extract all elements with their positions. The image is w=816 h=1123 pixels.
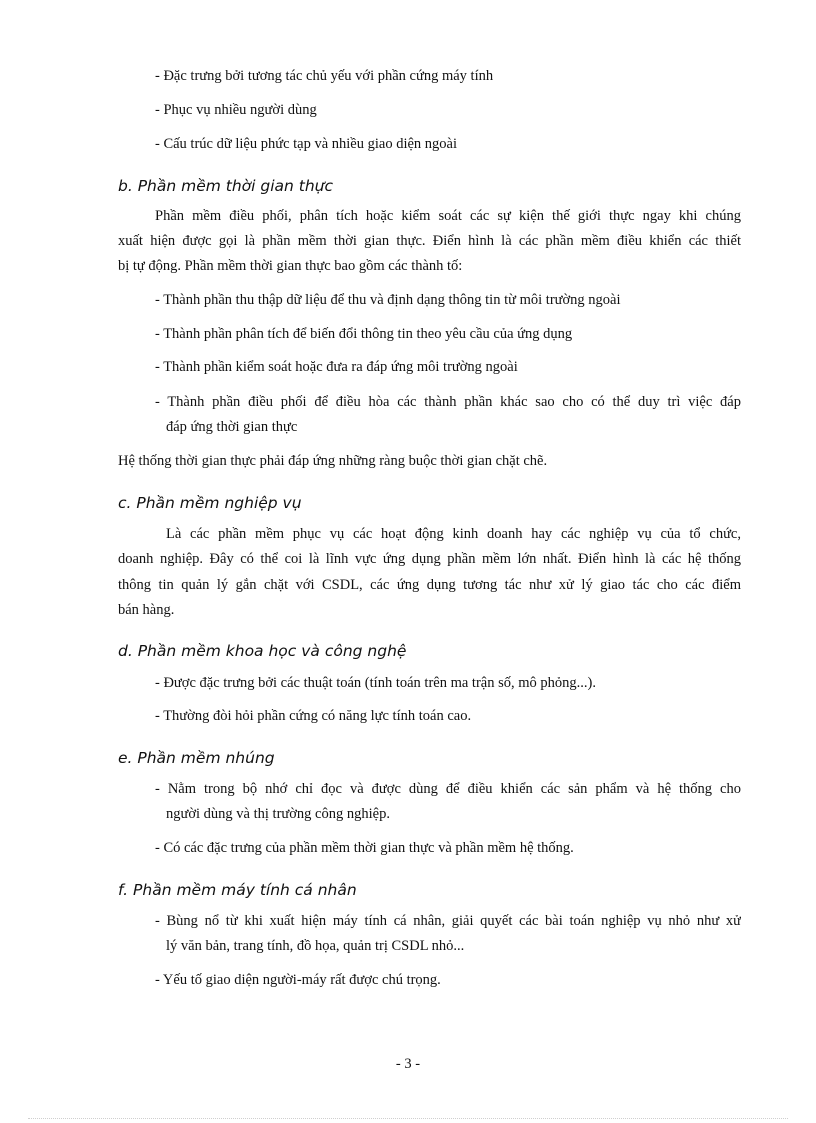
list-item: - Phục vụ nhiều người dùng [155,102,317,118]
list-item-continuation: người dùng và thị trường công nghiệp. [166,806,390,822]
paragraph-line: Phần mềm điều phối, phân tích hoặc kiểm soát các sự kiện thế giới thực ngay khi chúng [155,208,741,224]
list-item: - Yếu tố giao diện người-máy rất được chú trọng. [155,972,441,988]
list-item: - Bùng nổ từ khi xuất hiện máy tính cá nhân, giải quyết các bài toán nghiệp vụ nhỏ như xử [155,913,741,929]
paragraph-line: doanh nghiệp. Đây có thể coi là lĩnh vực ứng dụng phần mềm lớn nhất. Điển hình là các hệ thống [118,551,741,567]
page-number: - 3 - [395,1056,421,1072]
list-item: - Thành phần thu thập dữ liệu để thu và định dạng thông tin từ môi trường ngoài [155,292,621,308]
section-heading: b. Phần mềm thời gian thực [118,177,334,195]
list-item-continuation: đáp ứng thời gian thực [166,419,298,435]
page-divider [28,1118,788,1119]
paragraph-line: thông tin quản lý gắn chặt với CSDL, các ứng dụng tương tác như xử lý giao tác cho các điểm [118,577,741,593]
paragraph-line: Là các phần mềm phục vụ các hoạt động kinh doanh hay các nghiệp vụ của tổ chức, [166,526,741,542]
section-heading: f. Phần mềm máy tính cá nhân [118,881,357,899]
list-item: - Nằm trong bộ nhớ chỉ đọc và được dùng để điều khiển các sản phẩm và hệ thống cho [155,781,741,797]
list-item: - Thành phần phân tích để biến đổi thông tin theo yêu cầu của ứng dụng [155,326,573,342]
list-item: - Thành phần điều phối để điều hòa các thành phần khác sao cho có thể duy trì việc đáp [155,394,741,410]
list-item: - Đặc trưng bởi tương tác chủ yếu với phần cứng máy tính [155,68,494,84]
list-item: - Có các đặc trưng của phần mềm thời gian thực và phần mềm hệ thống. [155,840,574,856]
list-item: - Cấu trúc dữ liệu phức tạp và nhiều giao diện ngoài [155,136,458,152]
list-item: - Được đặc trưng bởi các thuật toán (tính toán trên ma trận số, mô phỏng...). [155,675,596,691]
section-heading: e. Phần mềm nhúng [118,749,275,767]
list-item-continuation: lý văn bản, trang tính, đồ họa, quản trị CSDL nhỏ... [166,938,465,954]
paragraph-line: bán hàng. [118,602,175,618]
section-heading: d. Phần mềm khoa học và công nghệ [118,642,407,660]
paragraph-line: Hệ thống thời gian thực phải đáp ứng những ràng buộc thời gian chặt chẽ. [118,453,548,469]
section-heading: c. Phần mềm nghiệp vụ [118,494,302,512]
list-item: - Thường đòi hỏi phần cứng có năng lực tính toán cao. [155,708,472,724]
paragraph-line: xuất hiện được gọi là phần mềm thời gian thực. Điển hình là các phần mềm điều khiển các thiết [118,233,741,249]
paragraph-line: bị tự động. Phần mềm thời gian thực bao gồm các thành tố: [118,258,463,274]
list-item: - Thành phần kiểm soát hoặc đưa ra đáp ứng môi trường ngoài [155,359,518,375]
